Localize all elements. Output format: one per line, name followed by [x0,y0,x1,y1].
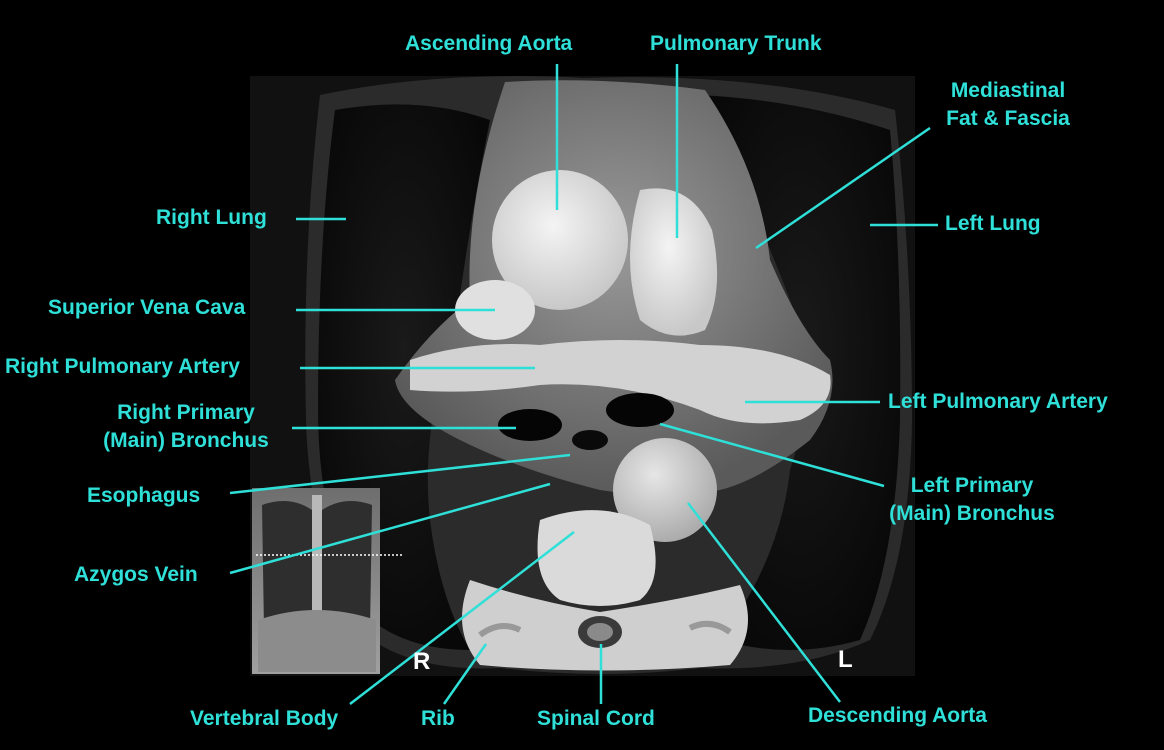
label-right-primary-bronchus-line2: (Main) Bronchus [103,429,269,452]
label-ascending-aorta: Ascending Aorta [405,32,573,55]
label-azygos-vein: Azygos Vein [74,563,198,586]
label-mediastinal-fat [932,77,1084,133]
label-vertebral-body: Vertebral Body [190,707,339,730]
orientation-left-marker: L [838,646,853,673]
label-left-lung: Left Lung [945,212,1041,235]
label-left-primary-bronchus-line2: (Main) Bronchus [889,502,1055,525]
label-left-pulmonary-artery: Left Pulmonary Artery [888,390,1108,413]
label-right-lung: Right Lung [156,206,267,229]
spinal-cord-shape [587,623,613,641]
label-mediastinal-fat-line2: Fat & Fascia [946,107,1070,130]
right-bronchus-shape [498,409,562,441]
left-bronchus-shape [606,393,674,427]
label-mediastinal-fat-line1: Mediastinal [950,79,1066,102]
label-left-primary-bronchus-line1: Left Primary [910,474,1034,497]
label-esophagus: Esophagus [87,484,201,507]
label-right-primary-bronchus-line1: Right Primary [117,401,255,424]
label-pulmonary-trunk: Pulmonary Trunk [650,32,822,55]
label-spinal-cord: Spinal Cord [537,707,655,730]
vertebra-shape [538,510,656,606]
label-left-primary-bronchus [866,472,1078,528]
label-right-primary-bronchus [80,399,292,455]
xray-abdomen [258,610,376,672]
trachea-carina-shape [572,430,608,450]
orientation-right-marker: R [413,648,431,675]
label-superior-vena-cava: Superior Vena Cava [48,296,246,319]
label-descending-aorta: Descending Aorta [808,704,987,727]
label-rib: Rib [421,707,455,730]
label-right-pulmonary-artery: Right Pulmonary Artery [5,355,240,378]
